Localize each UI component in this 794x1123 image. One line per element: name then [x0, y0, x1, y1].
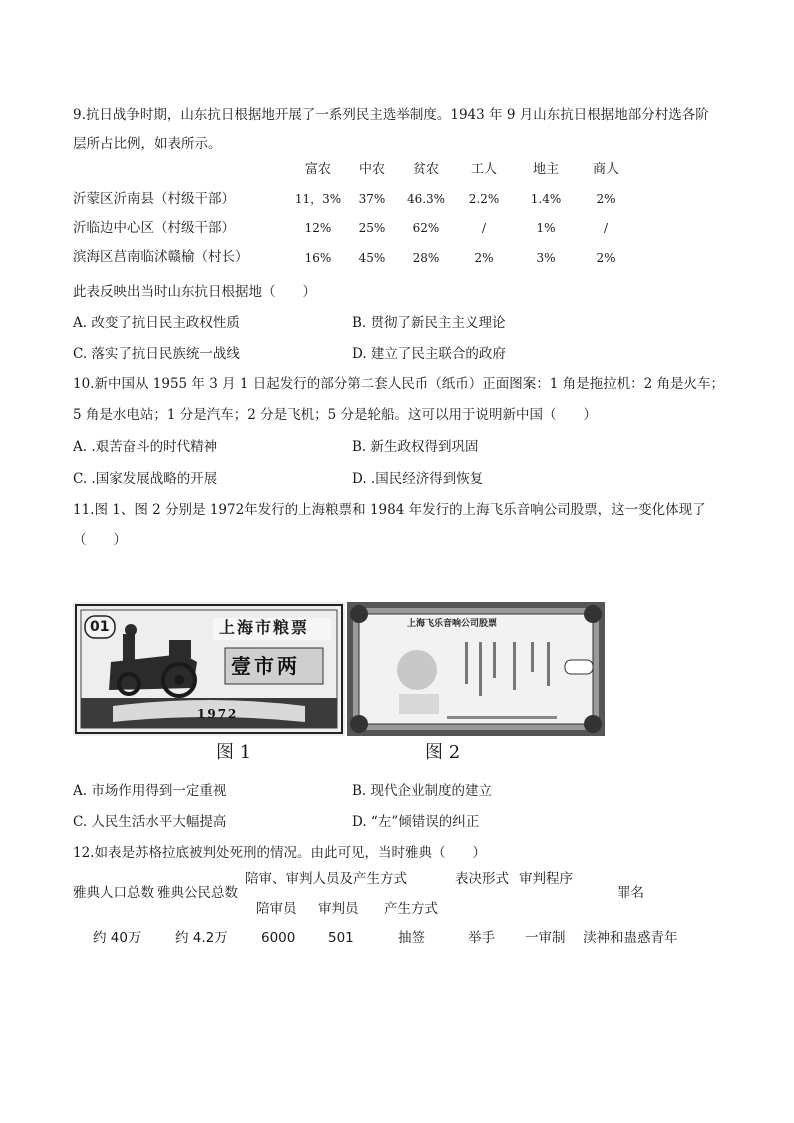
q11-option-d[interactable]: D. “左”倾错误的纠正 [352, 814, 480, 830]
q12-subheader-judges: 审判员 [318, 901, 359, 917]
q12-cell: 渎神和蛊惑青年 [583, 930, 678, 946]
ticket-denomination: 壹市两 [231, 654, 300, 678]
q9-cell: 37% [358, 192, 386, 206]
q9-row-label: 沂临边中心区（村级干部） [73, 220, 235, 236]
q9-cell: 1% [536, 221, 556, 235]
q9-cell: / [481, 221, 487, 235]
q12-header-charge: 罪名 [617, 885, 644, 901]
q9-cell: 16% [304, 251, 332, 265]
ticket-year: 1972 [197, 707, 239, 721]
q12-stem: 12.如表是苏格拉底被判处死刑的情况。由此可见，当时雅典（ ） [73, 845, 486, 861]
q9-cell: / [603, 221, 609, 235]
q12-header-procedure: 审判程序 [519, 871, 573, 887]
q9-cell: 62% [412, 221, 440, 235]
q10-option-d[interactable]: D. .国民经济得到恢复 [352, 471, 484, 487]
q11-option-b[interactable]: B. 现代企业制度的建立 [352, 783, 493, 799]
q9-question: 此表反映出当时山东抗日根据地（ ） [73, 284, 316, 300]
q9-header-cell: 地主 [532, 162, 559, 177]
q12-cell: 约 40万 [93, 930, 142, 946]
q9-cell: 2% [596, 192, 616, 206]
q12-header-citizens: 雅典公民总数 [157, 885, 238, 901]
q10-stem-line1: 10.新中国从 1955 年 3 月 1 日起发行的部分第二套人民币（纸币）正面图案：1 角是拖拉机：2 角是火车； [73, 376, 725, 392]
q9-cell: 12% [304, 221, 332, 235]
q9-row-label: 沂蒙区沂南县（村级干部） [73, 191, 235, 207]
q9-cell: 46.3% [406, 192, 446, 206]
q9-header-cell: 工人 [470, 162, 497, 177]
q12-header-vote-form: 表决形式 [455, 871, 509, 887]
q12-cell: 501 [328, 930, 354, 946]
q9-cell: 2.2% [468, 192, 500, 206]
figure2-stock-certificate [347, 602, 605, 736]
q9-cell: 2% [596, 251, 616, 265]
q9-header-cell: 中农 [358, 162, 385, 177]
q12-cell: 6000 [261, 930, 296, 946]
q9-cell: 28% [412, 251, 440, 265]
q9-stem-line2: 层所占比例，如表所示。 [73, 136, 222, 152]
q11-stem-line2: （ ） [73, 532, 127, 548]
q12-subheader-jurors: 陪审员 [256, 901, 297, 917]
q12-header-population: 雅典人口总数 [73, 885, 154, 901]
q9-cell: 11，3% [294, 192, 342, 206]
q12-cell: 一审制 [525, 930, 566, 946]
q12-cell: 举手 [468, 930, 495, 946]
q12-cell: 约 4.2万 [175, 930, 228, 946]
q12-subheader-method: 产生方式 [384, 901, 438, 917]
q9-header-cell: 商人 [592, 162, 619, 177]
q10-option-a[interactable]: A. .艰苦奋斗的时代精神 [73, 439, 218, 455]
q11-option-c[interactable]: C. 人民生活水平大幅提高 [73, 814, 227, 830]
q9-option-c[interactable]: C. 落实了抗日民族统一战线 [73, 346, 240, 362]
q9-header-cell: 贫农 [412, 162, 439, 177]
q9-cell: 3% [536, 251, 556, 265]
q9-row-label: 滨海区莒南临沭赣榆（村长） [73, 249, 249, 265]
q10-option-b[interactable]: B. 新生政权得到巩固 [352, 439, 479, 455]
q9-stem-line1: 9.抗日战争时期，山东抗日根据地开展了一系列民主选举制度。1943 年 9 月山东抗日根据地部分村选各阶 [73, 107, 709, 123]
ticket-title: 上海市粮票 [219, 618, 310, 637]
figure1-grain-ticket [73, 602, 345, 736]
q9-cell: 45% [358, 251, 386, 265]
figure1-caption: 图 1 [216, 742, 252, 763]
q9-cell: 25% [358, 221, 386, 235]
q9-option-d[interactable]: D. 建立了民主联合的政府 [352, 346, 506, 362]
q12-header-group: 陪审、审判人员及产生方式 [245, 871, 407, 887]
q9-cell: 1.4% [530, 192, 562, 206]
q9-header-cell: 富农 [304, 162, 331, 177]
q9-option-a[interactable]: A. 改变了抗日民主政权性质 [73, 315, 240, 331]
q9-cell: 2% [474, 251, 494, 265]
stock-title: 上海飞乐音响公司股票 [407, 619, 498, 629]
q11-option-a[interactable]: A. 市场作用得到一定重视 [73, 783, 227, 799]
q10-option-c[interactable]: C. .国家发展战略的开展 [73, 471, 218, 487]
q12-cell: 抽签 [398, 930, 425, 946]
q11-stem-line1: 11.图 1、图 2 分别是 1972年发行的上海粮票和 1984 年发行的上海飞乐音响公司股票，这一变化体现了 [73, 502, 706, 518]
figure2-caption: 图 2 [425, 742, 461, 763]
q10-stem-line2: 5 角是水电站；1 分是汽车；2 分是飞机；5 分是轮船。这可以用于说明新中国（ ） [73, 407, 598, 423]
ticket-serial: 01 [90, 619, 110, 635]
q9-option-b[interactable]: B. 贯彻了新民主主义理论 [352, 315, 506, 331]
